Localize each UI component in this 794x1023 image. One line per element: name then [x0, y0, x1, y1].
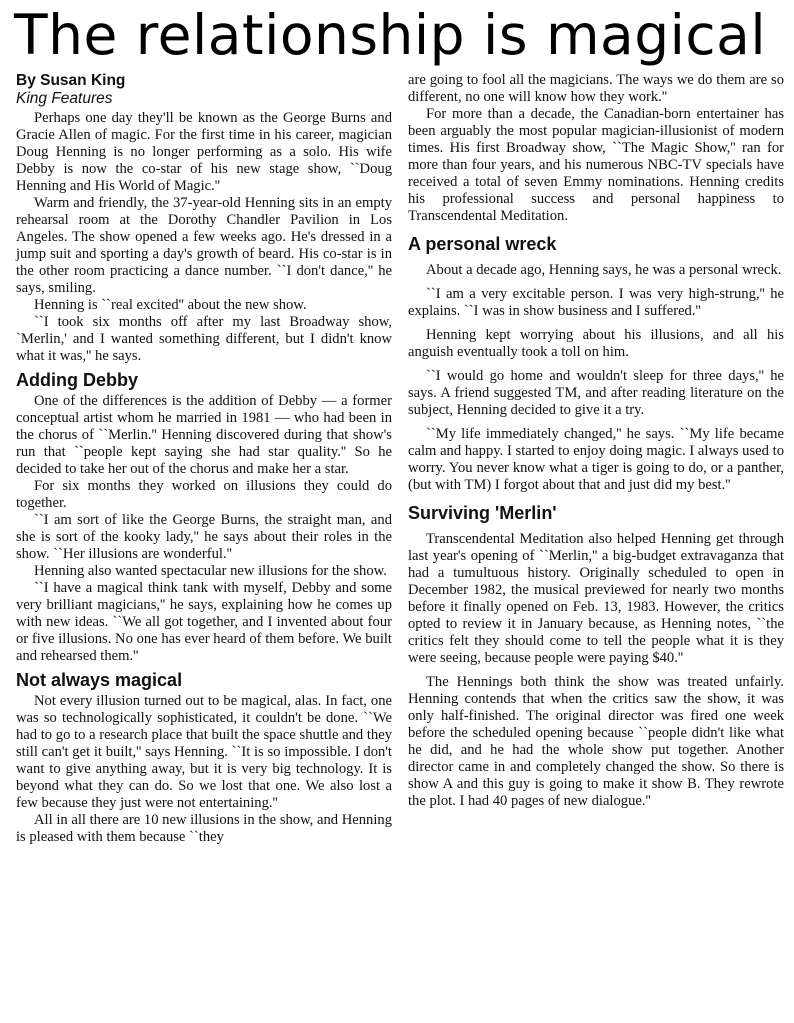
paragraph: All in all there are 10 new illusions in the show, and Henning is pleased with them because ``they	[16, 812, 392, 845]
subheading-not-always-magical: Not always magical	[16, 670, 183, 690]
right-column	[408, 72, 784, 817]
paragraph: ``I am a very excitable person. I was very high-strung,'' he explains. ``I was in show business and I suffered.''	[408, 286, 784, 319]
paragraph: For more than a decade, the Canadian-born entertainer has been arguably the most popular magician-illusionist of modern times. His first Broadway show, ``The Magic Show,'' ran for more than four years, and his numerous NBC-TV specials have received a total of seven Emmy nominations. Henning credits his professional success and personal happiness to Transcendental Meditation.	[408, 106, 784, 224]
headline: The relationship is magical	[14, 3, 767, 67]
paragraph: ``I have a magical think tank with myself, Debby and some very brilliant magicians,'' he says, explaining how he comes up with new ideas. ``We all got together, and I invented about four or five illusions. No one has ever heard of them before. We built and rehearsed them.''	[16, 580, 392, 664]
paragraph: ``My life immediately changed,'' he says. ``My life became calm and happy. I started to enjoy doing magic. I always used to worry. You never know what a tiger is going to do, or a panther, (but with TM) I forgot about that and just did my best.''	[408, 426, 784, 493]
paragraph-continuation: are going to fool all the magicians. The ways we do them are so different, no one will know how they work.''	[408, 72, 784, 105]
subheading-adding-debby: Adding Debby	[16, 370, 138, 390]
affiliation: King Features	[16, 90, 113, 107]
subheading-surviving-merlin: Surviving 'Merlin'	[408, 503, 557, 523]
paragraph: One of the differences is the addition of Debby — a former conceptual artist whom he married in 1981 — who had been in the chorus of ``Merlin.'' Henning discovered during that show's run that ``people kept saying she had star quality.'' So he decided to take her out of the chorus and make her a star.	[16, 393, 392, 477]
paragraph: ``I would go home and wouldn't sleep for three days,'' he says. A friend suggested TM, and after reading literature on the subject, Henning decided to give it a try.	[408, 368, 784, 418]
paragraph: Henning is ``real excited'' about the new show.	[34, 297, 307, 313]
paragraph: Not every illusion turned out to be magical, alas. In fact, one was so technologically sophisticated, it couldn't be done. ``We had to go to a research place that built the space shuttle and they still can't get it built,'' says Henning. ``It is so impossible. I don't want to give anything away, but it is very big technology. It is beyond what they can do. So we lost that one. We also lost a few because they just were not entertaining.''	[16, 693, 392, 811]
paragraph: ``I am sort of like the George Burns, the straight man, and she is sort of the kooky lady,'' he says about their roles in the show. ``Her illusions are wonderful.''	[16, 512, 392, 562]
paragraph: The Hennings both think the show was treated unfairly. Henning contends that when the critics saw the show, it was only half-finished. The original director was fired one week before the scheduled opening because ``people didn't like what he did, and he had the whole show put together. Another director came in and completely changed the show. So there is show A and this guy is going to make it show B. They rewrote the plot. I had 40 pages of new dialogue.''	[408, 674, 784, 809]
paragraph: ``I took six months off after my last Broadway show, `Merlin,' and I wanted something different, but I didn't know what it was,'' he says.	[16, 314, 392, 364]
left-column	[16, 72, 392, 846]
subheading-a-personal-wreck: A personal wreck	[408, 234, 557, 254]
byline: By Susan King	[16, 72, 126, 89]
paragraph: Warm and friendly, the 37-year-old Henning sits in an empty rehearsal room at the Dorothy Chandler Pavilion in Los Angeles. The show opened a few weeks ago. He's dressed in a jump suit and sporting a day's growth of beard. His co-star is in the other room practicing a dance number. ``I don't dance,'' he says, smiling.	[16, 195, 392, 296]
paragraph: Henning also wanted spectacular new illusions for the show.	[34, 563, 387, 579]
paragraph: Perhaps one day they'll be known as the George Burns and Gracie Allen of magic. For the first time in his career, magician Doug Henning is no longer performing as a solo. His wife Debby is now the co-star of his new stage show, ``Doug Henning and His World of Magic.''	[16, 110, 392, 194]
paragraph: Transcendental Meditation also helped Henning get through last year's opening of ``Merlin,'' a big-budget extravaganza that had a tumultuous history. Originally scheduled to open in December 1982, the musical previewed for nearly two months before it finally opened on Feb. 13, 1983. However, the critics opted to review it in January because, as Henning notes, ``the critics felt they should come to tell the people what it is they were seeing, because people were paying $40.''	[408, 531, 784, 666]
paragraph: For six months they worked on illusions they could do together.	[16, 478, 392, 511]
paragraph: About a decade ago, Henning says, he was a personal wreck.	[426, 262, 782, 278]
paragraph: Henning kept worrying about his illusions, and all his anguish eventually took a toll on him.	[408, 327, 784, 360]
